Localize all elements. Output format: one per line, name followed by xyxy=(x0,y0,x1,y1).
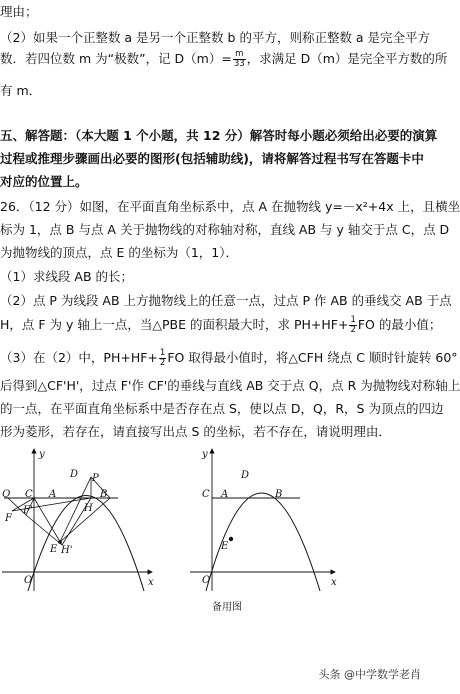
text-fragment: H，点 F 为 y 轴上一点，当△PBE 的面积最大时，求 PH+HF+ xyxy=(0,317,349,332)
point-e xyxy=(58,540,62,544)
question-2 xyxy=(0,316,441,335)
text-line: 理由； xyxy=(0,4,38,19)
text-fragment: FO 取得最小值时，将△CFH 绕点 C 顺时针旋转 60° xyxy=(167,350,458,365)
text-fragment: ，求满足 D（m）是完全平方数的所 xyxy=(246,51,448,66)
text-fragment: FO 的最小值； xyxy=(357,317,442,332)
question-3: 后得到△CF'H'，过点 F'作 CF'的垂线与直线 AB 交于点 Q，点 R 为抛物线对称轴上 xyxy=(0,378,460,393)
question-3: 的一点，在平面直角坐标系中是否存在点 S，使以点 D，Q，R，S 为顶点的四边 xyxy=(0,401,444,416)
problem-text: 26．（12 分）如图，在平面直角坐标系中，点 A 在抛物线 y=－x²+4x 上，且横坐 xyxy=(0,199,460,214)
label-h: H xyxy=(84,503,93,514)
label-y: y xyxy=(39,449,45,460)
point-e xyxy=(229,537,233,541)
section-header: 五、解答题：（本大题 1 个小题，共 12 分）解答时每小题必须给出必要的演算 xyxy=(0,128,438,143)
text-line xyxy=(0,50,447,69)
section-header: 过程或推理步骤画出必要的图形(包括辅助线)，请将解答过程书写在答题卡中 xyxy=(0,151,424,166)
label-o: O xyxy=(24,575,33,586)
question-1: （1）求线段 AB 的长； xyxy=(0,269,134,284)
fraction-denominator: 2 xyxy=(350,325,356,335)
label-x: x xyxy=(148,577,154,588)
question-3 xyxy=(0,349,458,368)
fraction-numerator: 1 xyxy=(350,315,356,325)
label-b: B xyxy=(100,489,108,500)
label-fp: F' xyxy=(23,505,33,516)
label-y: y xyxy=(202,449,208,460)
fraction-numerator: 1 xyxy=(159,348,166,358)
label-x: x xyxy=(331,577,337,588)
watermark: 头条 @中学数学老肖 xyxy=(318,668,421,681)
label-b: B xyxy=(275,489,283,500)
fraction xyxy=(349,316,356,335)
section-header: 对应的位置上。 xyxy=(0,174,88,189)
question-2: （2）点 P 为线段 AB 上方抛物线上的任意一点，过点 P 作 AB 的垂线交 AB 于点 xyxy=(0,293,452,308)
fraction xyxy=(233,50,246,69)
label-q: Q xyxy=(2,489,11,500)
figure-caption: 备用图 xyxy=(212,602,242,613)
label-a: A xyxy=(221,489,229,500)
label-hp: H' xyxy=(61,545,73,556)
fraction-denominator: 33 xyxy=(233,59,245,69)
figure-spare xyxy=(188,445,353,595)
label-d: D xyxy=(241,470,250,481)
fraction-denominator: 2 xyxy=(159,358,166,368)
label-d: D xyxy=(70,469,79,480)
label-c: C xyxy=(202,489,210,500)
label-a: A xyxy=(49,489,57,500)
fraction-numerator: m xyxy=(233,50,246,60)
label-c: C xyxy=(25,489,33,500)
text-line: （2）如果一个正整数 a 是另一个正整数 b 的平方，则称正整数 a 是完全平方 xyxy=(0,30,431,45)
problem-text: 为抛物线的顶点，点 E 的坐标为（1，1）． xyxy=(0,245,239,260)
problem-text: 标为 1，点 B 与点 A 关于抛物线的对称轴对称，直线 AB 与 y 轴交于点 C，点 D xyxy=(0,222,450,237)
figure-main xyxy=(0,445,170,595)
text-fragment: （3）在（2）中，PH+HF+ xyxy=(0,350,158,365)
label-f: F xyxy=(5,513,12,524)
fraction xyxy=(159,349,166,368)
label-o: O xyxy=(202,575,211,586)
text-line: 有 m． xyxy=(0,83,42,98)
label-p: P xyxy=(92,473,99,484)
label-e: E xyxy=(50,544,58,555)
label-e: E xyxy=(221,541,229,552)
question-3: 形为菱形，若存在，请直接写出点 S 的坐标，若不存在，请说明理由． xyxy=(0,424,391,439)
text-fragment: 数．若四位数 m 为“极数”，记 D（m）= xyxy=(0,51,232,66)
